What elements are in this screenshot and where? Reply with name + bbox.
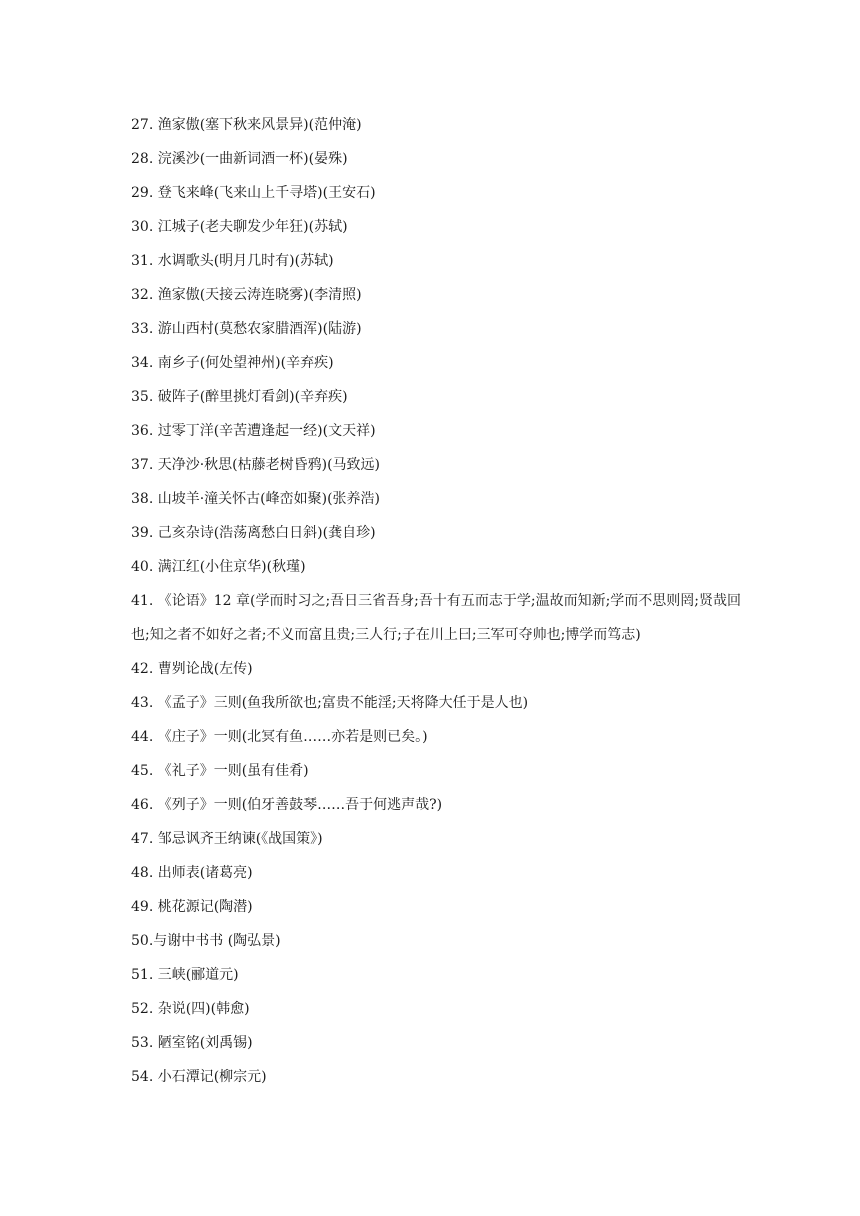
list-item: 52. 杂说(四)(韩愈) [131,1001,250,1017]
list-item: 30. 江城子(老夫聊发少年狂)(苏轼) [131,219,348,235]
list-item: 34. 南乡子(何处望神州)(辛弃疾) [131,355,334,371]
list-item: 36. 过零丁洋(辛苦遭逢起一经)(文天祥) [131,423,376,439]
list-item: 40. 满江红(小住京华)(秋瑾) [131,559,306,575]
list-item: 47. 邹忌讽齐王纳谏(《战国策》) [131,831,323,847]
list-item: 33. 游山西村(莫愁农家腊酒浑)(陆游) [131,321,362,337]
list-item: 46. 《列子》一则(伯牙善鼓琴……吾于何逃声哉?) [131,797,443,813]
list-item: 45. 《礼子》一则(虽有佳肴) [131,763,309,779]
list-item: 54. 小石潭记(柳宗元) [131,1069,267,1085]
list-item: 53. 陋室铭(刘禹锡) [131,1035,253,1051]
list-item: 28. 浣溪沙(一曲新词酒一杯)(晏殊) [131,151,348,167]
list-item: 50.与谢中书书 (陶弘景) [131,933,281,949]
list-item: 29. 登飞来峰(飞来山上千寻塔)(王安石) [131,185,376,201]
list-item: 31. 水调歌头(明月几时有)(苏轼) [131,253,334,269]
list-item: 48. 出师表(诸葛亮) [131,865,253,881]
list-item: 41. 《论语》12 章(学而时习之;吾日三省吾身;吾十有五而志于学;温故而知新;学而不思则罔;贤哉回也;知之者不如好之者;不义而富且贵;三人行;子在川上曰;三军可夺帅也;博学而笃志) [131,593,742,643]
list-item: 32. 渔家傲(天接云涛连晓雾)(李清照) [131,287,362,303]
list-item: 37. 天净沙·秋思(枯藤老树昏鸦)(马致远) [131,457,381,473]
recitation-list [131,108,743,1094]
list-item: 43. 《孟子》三则(鱼我所欲也;富贵不能淫;天将降大任于是人也) [131,695,529,711]
list-item: 42. 曹刿论战(左传) [131,661,253,677]
list-item: 38. 山坡羊·潼关怀古(峰峦如聚)(张养浩) [131,491,381,507]
list-item: 44. 《庄子》一则(北冥有鱼……亦若是则已矣。) [131,729,428,745]
list-item: 35. 破阵子(醉里挑灯看剑)(辛弃疾) [131,389,348,405]
list-item: 51. 三峡(郦道元) [131,967,239,983]
list-item: 27. 渔家傲(塞下秋来风景异)(范仲淹) [131,117,362,133]
list-item: 39. 己亥杂诗(浩荡离愁白日斜)(龚自珍) [131,525,376,541]
list-item: 49. 桃花源记(陶潜) [131,899,253,915]
